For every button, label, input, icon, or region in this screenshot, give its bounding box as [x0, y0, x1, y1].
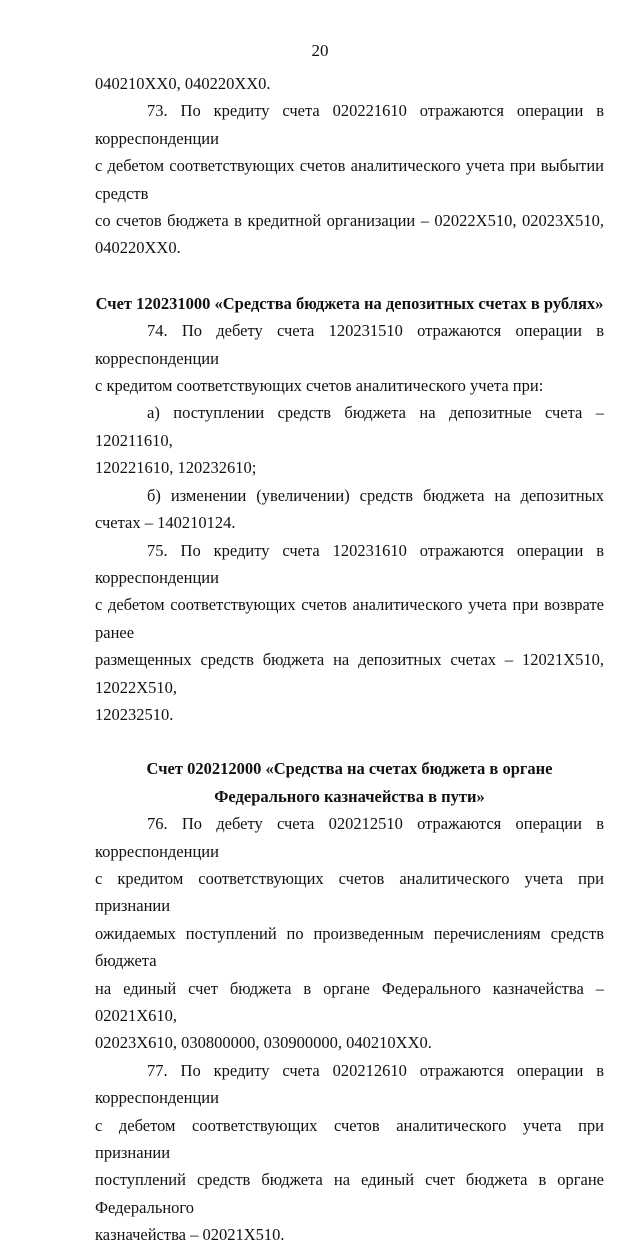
text-line: с дебетом соответствующих счетов аналитического учета при выбытии средств [95, 156, 604, 203]
text-line: 73. По кредиту счета 020221610 отражаются операции в корреспонденции [95, 101, 604, 148]
text-line: с кредитом соответствующих счетов аналитического учета при признании [95, 868, 604, 916]
text-line: 76. По дебету счета 020212510 отражаются операции в корреспонденции [95, 814, 604, 861]
text-line: 75. По кредиту счета 120231610 отражаются операции в корреспонденции [95, 540, 604, 587]
section-heading-020212000 [95, 755, 604, 810]
paragraph-73 [95, 97, 604, 261]
text-line: счетах – 140210124. [95, 513, 236, 533]
paragraph-74b [95, 482, 604, 537]
heading-line: Счет 120231000 «Средства бюджета на депозитных счетах в рублях» [95, 293, 604, 313]
text-line: 120232510. [95, 704, 174, 724]
paragraph-76 [95, 810, 604, 1057]
paragraph-75 [95, 537, 604, 729]
text-line: с дебетом соответствующих счетов аналитического учета при признании [95, 1115, 604, 1163]
paragraph-continuation [95, 70, 604, 97]
text-line: 120221610, 120232610; [95, 458, 257, 478]
text-line: 74. По дебету счета 120231510 отражаются операции в корреспонденции [95, 321, 604, 368]
text-line: 040220XX0. [95, 238, 181, 258]
text-line: а) поступлении средств бюджета на депозитные счета – 120211610, [95, 403, 604, 450]
heading-line: Счет 020212000 «Средства на счетах бюджета в органе [146, 759, 553, 779]
section-heading-120231000 [95, 290, 604, 317]
text-line: ожидаемых поступлений по произведенным перечислениям средств бюджета [95, 923, 604, 971]
document-body [95, 70, 604, 1249]
paragraph-74 [95, 317, 604, 399]
page-number: 20 [311, 41, 329, 60]
heading-line: Федерального казначейства в пути» [214, 786, 485, 806]
text-line: поступлений средств бюджета на единый счет бюджета в органе Федерального [95, 1170, 604, 1217]
text-line: 040210XX0, 040220XX0. [95, 74, 271, 93]
text-line: казначейства – 02021X510. [95, 1225, 285, 1245]
paragraph-77 [95, 1057, 604, 1249]
text-line: б) изменении (увеличении) средств бюджета на депозитных [147, 485, 604, 505]
text-line: с дебетом соответствующих счетов аналитического учета при возврате ранее [95, 595, 604, 642]
text-line: на единый счет бюджета в органе Федерального казначейства – 02021X610, [95, 978, 604, 1025]
paragraph-74a [95, 399, 604, 481]
text-line: размещенных средств бюджета на депозитных счетах – 12021X510, 12022X510, [95, 650, 604, 697]
text-line: с кредитом соответствующих счетов аналитического учета при: [95, 376, 544, 396]
text-line: 77. По кредиту счета 020212610 отражаются операции в корреспонденции [95, 1060, 604, 1108]
text-line: со счетов бюджета в кредитной организации – 02022X510, 02023X510, [95, 211, 604, 231]
text-line: 02023X610, 030800000, 030900000, 040210XX0. [95, 1033, 432, 1053]
